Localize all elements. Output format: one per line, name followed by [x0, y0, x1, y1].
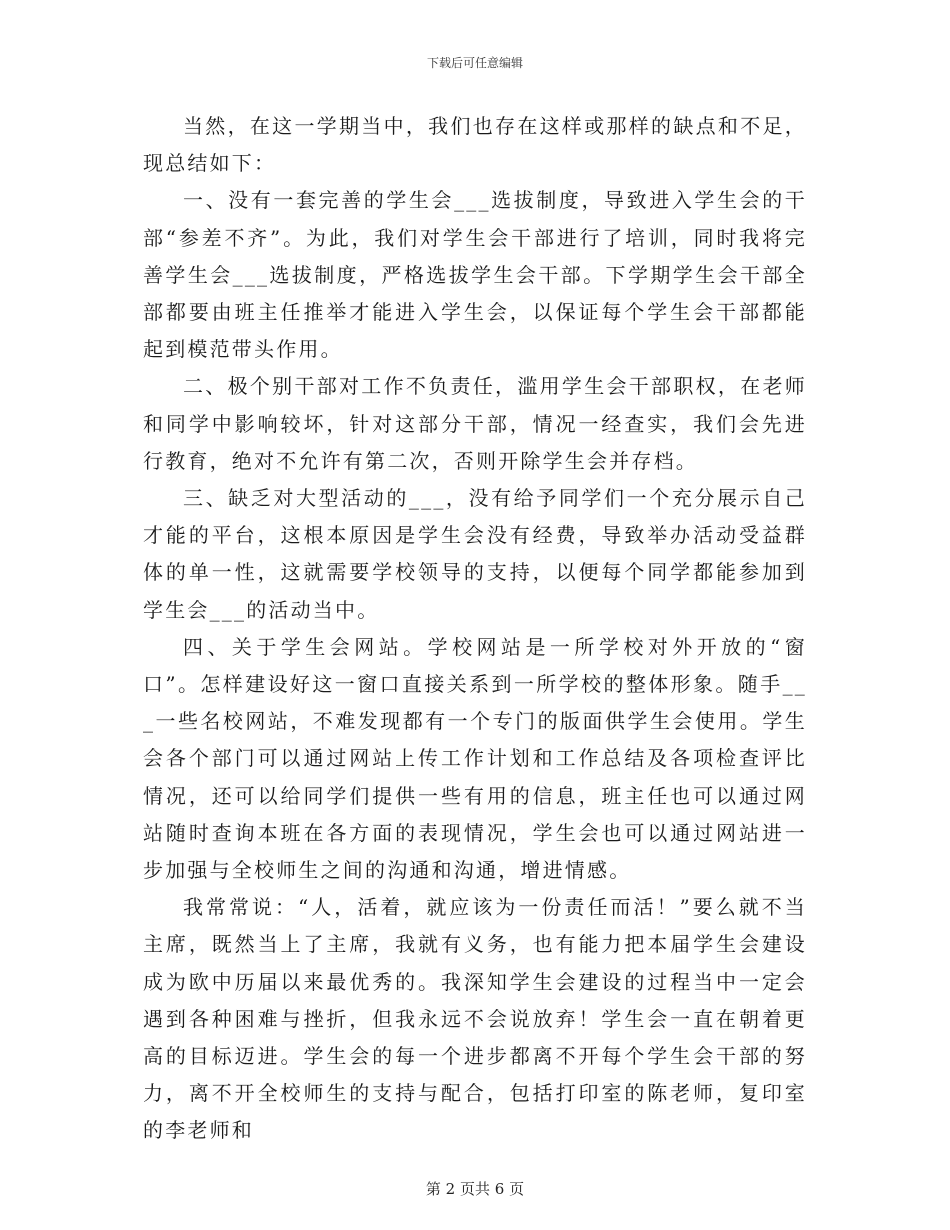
paragraph-intro: 当然，在这一学期当中，我们也存在这样或那样的缺点和不足，现总结如下：	[143, 114, 807, 176]
page-header-note: 下载后可任意编辑	[426, 56, 523, 70]
paragraph-point-1: 一、没有一套完善的学生会___选拔制度，导致进入学生会的干部“参差不齐”。为此，我们对学生会干部进行了培训，同时我将完善学生会___选拔制度，严格选拔学生会干部。下学期学生会干部全部都要由班主任推举才能进入学生会，以保证每个学生会干部都能起到模范带头作用。	[143, 188, 807, 362]
paragraph-point-2: 二、极个别干部对工作不负责任，滥用学生会干部职权，在老师和同学中影响较坏，针对这部分干部，情况一经查实，我们会先进行教育，绝对不允许有第二次，否则开除学生会并存档。	[143, 374, 807, 473]
paragraph-point-3: 三、缺乏对大型活动的___，没有给予同学们一个充分展示自己才能的平台，这根本原因是学生会没有经费，导致举办活动受益群体的单一性，这就需要学校领导的支持，以便每个同学都能参加到学生会___的活动当中。	[143, 486, 807, 622]
paragraph-closing: 我常常说：“人，活着，就应该为一份责任而活！”要么就不当主席，既然当上了主席，我就有义务，也有能力把本届学生会建设成为欧中历届以来最优秀的。我深知学生会建设的过程当中一定会遇到各种困难与挫折，但我永远不会说放弃！学生会一直在朝着更高的目标迈进。学生会的每一个进步都离不开每个学生会干部的努力，离不开全校师生的支持与配合，包括打印室的陈老师，复印室的李老师和	[143, 895, 807, 1143]
page-number-footer: 第 2 页共 6 页	[425, 1180, 525, 1198]
document-body	[143, 108, 807, 1150]
paragraph-point-4: 四、关于学生会网站。学校网站是一所学校对外开放的“窗口”。怎样建设好这一窗口直接关系到一所学校的整体形象。随手___一些名校网站，不难发现都有一个专门的版面供学生会使用。学生会各个部门可以通过网站上传工作计划和工作总结及各项检查评比情况，还可以给同学们提供一些有用的信息，班主任也可以通过网站随时查询本班在各方面的表现情况，学生会也可以通过网站进一步加强与全校师生之间的沟通和沟通，增进情感。	[143, 634, 807, 883]
